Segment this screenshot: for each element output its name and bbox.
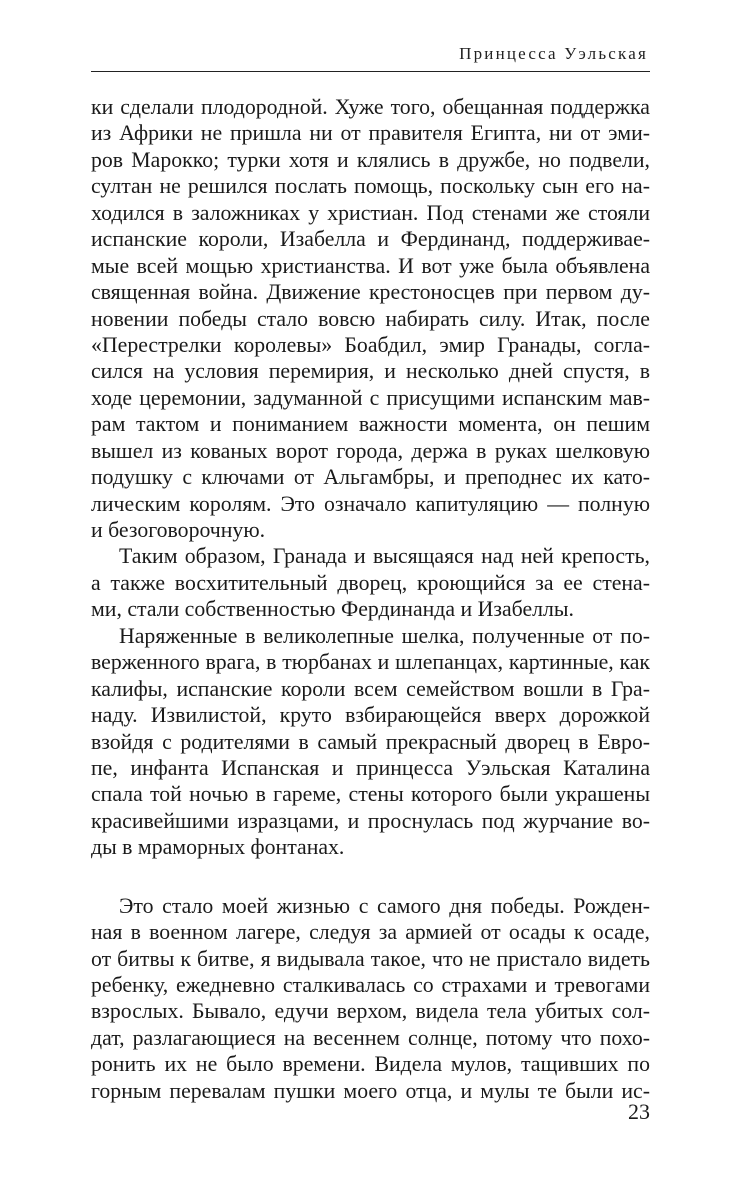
text-line: из Африки не пришла ни от правителя Египта, ни от эми-	[91, 121, 650, 146]
text-line: Наряженные в великолепные шелка, полученные от по-	[119, 623, 650, 648]
text-line: ки сделали плодородной. Хуже того, обещанная поддержка	[91, 95, 650, 119]
text-line: ходе церемонии, задуманной с присущими испанским мав-	[91, 385, 650, 410]
text-line: спала той ночью в гареме, стены которого были украшены	[91, 782, 650, 807]
body-text	[91, 94, 650, 1104]
text-line: калифы, испанские короли всем семейством вошли в Гра-	[91, 676, 650, 701]
text-line: новении победы стало вовсю набирать силу. Итак, после	[91, 306, 650, 331]
paragraph	[91, 94, 650, 543]
text-line: испанские короли, Изабелла и Фердинанд, поддерживае-	[91, 227, 650, 252]
page-number: 23	[628, 1099, 650, 1124]
text-line: ров Марокко; турки хотя и клялись в дружбе, но подвели,	[91, 147, 650, 172]
text-line: горным перевалам пушки моего отца, и мулы те были ис-	[91, 1078, 650, 1103]
text-line: «Перестрелки королевы» Боабдил, эмир Гранады, согла-	[91, 332, 650, 357]
text-line: сился на условия перемирия, и несколько дней спустя, в	[91, 359, 650, 384]
text-line: священная война. Движение крестоносцев при первом ду-	[91, 280, 650, 305]
text-line: пе, инфанта Испанская и принцесса Уэльская Каталина	[91, 755, 650, 780]
text-line: лическим королям. Это означало капитуляцию — полную	[91, 491, 650, 516]
text-line: Это стало моей жизнью с самого дня победы. Рожден-	[119, 893, 650, 918]
text-line: и безоговорочную.	[91, 518, 266, 542]
text-line: ная в военном лагере, следуя за армией от осады к осаде,	[91, 920, 650, 945]
text-line: взойдя с родителями в самый прекрасный дворец в Евро-	[91, 729, 650, 754]
paragraph	[91, 543, 650, 622]
running-head: Принцесса Уэльская	[459, 44, 648, 63]
text-line: а также восхитительный дворец, кроющийся за ее стена-	[91, 570, 650, 595]
section-break	[91, 861, 650, 893]
text-line: ходился в заложниках у христиан. Под стенами же стояли	[91, 200, 650, 225]
text-line: султан не решился послать помощь, поскольку сын его на-	[91, 174, 650, 199]
text-line: ребенку, ежедневно сталкивалась со страхами и тревогами	[91, 973, 650, 997]
text-line: красивейшими изразцами, и проснулась под журчание во-	[91, 808, 650, 833]
text-line: от битвы к битве, я видывала такое, что не пристало видеть	[91, 946, 650, 971]
text-line: взрослых. Бывало, едучи верхом, видела тела убитых сол-	[91, 999, 650, 1024]
text-line: рам тактом и пониманием важности момента, он пешим	[91, 412, 650, 437]
text-line: подушку с ключами от Альгамбры, и преподнес их като-	[91, 465, 650, 490]
text-line: вышел из кованых ворот города, держа в руках шелковую	[91, 438, 650, 463]
text-line: верженного врага, в тюрбанах и шлепанцах, картинные, как	[91, 650, 650, 675]
text-line: наду. Извилистой, круто взбирающейся вверх дорожкой	[91, 703, 650, 728]
paragraph	[91, 623, 650, 861]
paragraph	[91, 893, 650, 1105]
text-line: ды в мраморных фонтанах.	[91, 835, 345, 860]
text-line: мые всей мощью христианства. И вот уже была объявлена	[91, 253, 650, 278]
text-line: ми, стали собственностью Фердинанда и Изабеллы.	[91, 597, 574, 622]
text-line: Таким образом, Гранада и высящаяся над ней крепость,	[119, 544, 650, 569]
text-line: ронить их не было времени. Видела мулов, тащивших по	[91, 1052, 650, 1077]
text-line: дат, разлагающиеся на весеннем солнце, потому что похо-	[91, 1025, 650, 1050]
header-rule	[91, 71, 650, 72]
